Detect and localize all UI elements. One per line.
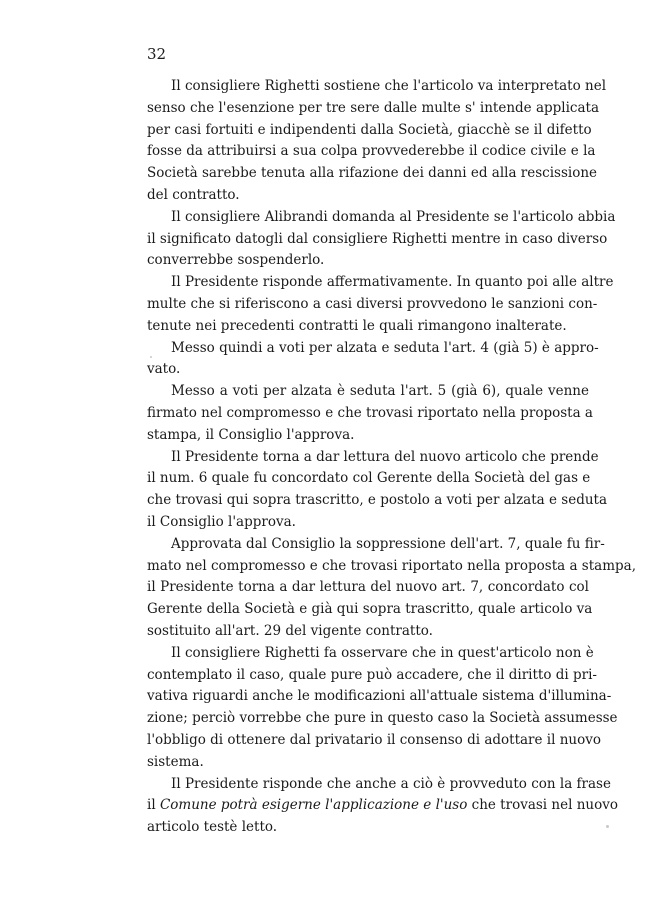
text-line: Il consigliere Alibrandi domanda al Presidente se l'articolo abbia (171, 208, 616, 225)
text-segment: che trovasi nel nuovo (467, 797, 618, 814)
paper-speck (606, 825, 609, 828)
text-line: stampa, il Consiglio l'approva. (147, 426, 355, 443)
text-line: Gerente della Società e già qui sopra trascritto, quale articolo va (147, 601, 593, 618)
text-line: per casi fortuiti e indipendenti dalla Società, giacchè se il difetto (147, 121, 592, 138)
paragraph (147, 207, 616, 272)
text-line: sostituito all'art. 29 del vigente contratto. (147, 622, 433, 639)
text-line: del contratto. (147, 186, 240, 203)
text-line: Messo quindi a voti per alzata e seduta l'art. 4 (già 5) è appro- (171, 339, 599, 356)
paragraph (147, 447, 608, 534)
text-line: vato. (147, 361, 181, 378)
text-line: articolo testè letto. (147, 819, 278, 836)
paragraph (147, 381, 593, 446)
text-line: tenute nei precedenti contratti le quali rimangono inalterate. (147, 317, 567, 334)
paragraph (147, 534, 636, 643)
text-line: il num. 6 quale fu concordato col Gerente della Società del gas e (147, 470, 591, 487)
text-line: Il consigliere Righetti sostiene che l'articolo va interpretato nel (171, 78, 607, 94)
quoted-phrase: Comune potrà esigerne l'applicazione e l'uso (159, 797, 468, 814)
text-line: multe che si riferiscono a casi diversi provvedono le sanzioni con- (147, 295, 598, 312)
text-line: l'obbligo di ottenere dal privatario il consenso di adottare il nuovo (147, 731, 601, 748)
body-text (147, 76, 636, 839)
text-line: il significato datogli dal consigliere Righetti mentre in caso diverso (147, 230, 608, 247)
paragraph (147, 338, 599, 382)
page-number: 32 (147, 45, 167, 63)
text-line: fosse da attribuirsi a sua colpa provvederebbe il codice civile e la (147, 143, 596, 160)
text-line: mato nel compromesso e che trovasi riportato nella proposta a stampa, (147, 557, 636, 574)
text-line: il Consiglio l'approva. (147, 513, 296, 530)
text-line: firmato nel compromesso e che trovasi riportato nella proposta a (147, 404, 593, 421)
paragraph (147, 272, 614, 337)
text-line: Società sarebbe tenuta alla rifazione dei danni ed alla rescissione (147, 165, 598, 182)
paper-speck (150, 356, 152, 358)
paragraph (147, 76, 607, 207)
text-line: Messo a voti per alzata è seduta l'art. 5 (già 6), quale venne (171, 383, 589, 400)
text-line: senso che l'esenzione per tre sere dalle multe s' intende applicata (147, 99, 599, 116)
text-segment: il (147, 797, 160, 814)
text-line: contemplato il caso, quale pure può accadere, che il diritto di pri- (147, 666, 597, 683)
text-line: Il consigliere Righetti fa osservare che in quest'articolo non è (171, 644, 594, 661)
text-line: Approvata dal Consiglio la soppressione dell'art. 7, quale fu fir- (171, 535, 605, 552)
text-line: Il Presidente torna a dar lettura del nuovo articolo che prende (171, 448, 599, 465)
text-line: Il Presidente risponde affermativamente. In quanto poi alle altre (171, 274, 614, 291)
text-line (147, 795, 618, 817)
text-line: converrebbe sospenderlo. (147, 252, 325, 269)
paragraph (147, 643, 618, 774)
text-line: zione; perciò vorrebbe che pure in questo caso la Società assumesse (147, 710, 618, 727)
text-line: che trovasi qui sopra trascritto, e postolo a voti per alzata e seduta (147, 492, 608, 509)
text-line: il Presidente torna a dar lettura del nuovo art. 7, concordato col (147, 579, 589, 596)
text-line: sistema. (147, 753, 204, 770)
text-line: vativa riguardi anche le modificazioni all'attuale sistema d'illumina- (147, 688, 612, 705)
text-line: Il Presidente risponde che anche a ciò è provveduto con la frase (171, 775, 611, 792)
paragraph (147, 774, 618, 839)
